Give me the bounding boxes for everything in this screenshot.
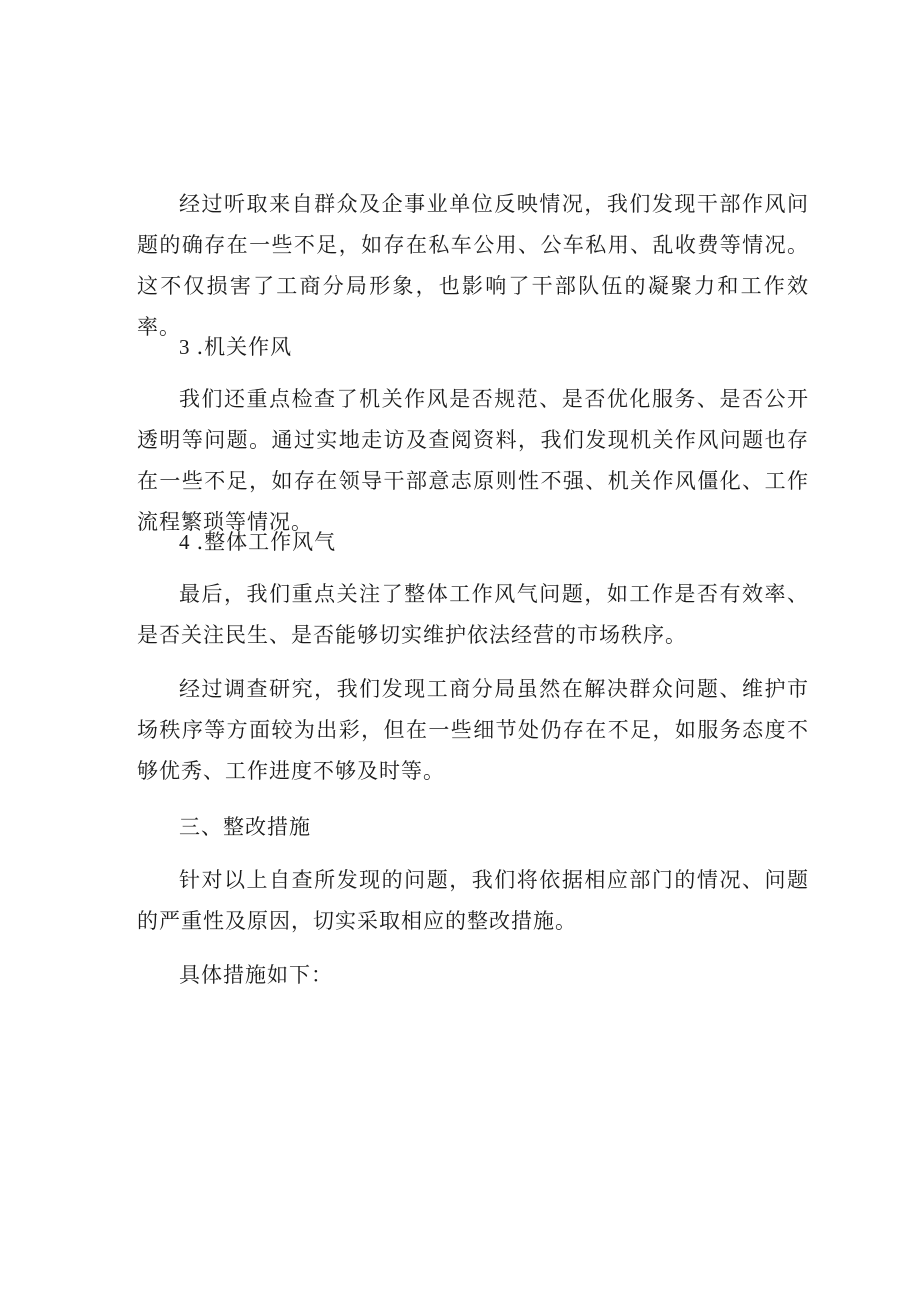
paragraph-cadre-style-issues: 经过听取来自群众及企事业单位反映情况，我们发现干部作风问题的确存在一些不足，如存在私车公用、公车私用、乱收费等情况。这不仅损害了工商分局形象，也影响了干部队伍的凝聚力和工作效率。 bbox=[137, 192, 809, 339]
paragraph-measures-list-intro: 具体措施如下： bbox=[179, 963, 333, 987]
heading-organ-style bbox=[179, 332, 292, 362]
paragraph-investigation-findings: 经过调查研究，我们发现工商分局虽然在解决群众问题、维护市场秩序等方面较为出彩，但在一些细节处仍存在不足，如服务态度不够优秀、工作进度不够及时等。 bbox=[137, 677, 809, 783]
heading-number: 4 bbox=[179, 530, 191, 554]
heading-rectification-measures: 三、整改措施 bbox=[179, 815, 311, 839]
heading-text: .整体工作风气 bbox=[196, 530, 337, 554]
paragraph-rectification-intro: 针对以上自查所发现的问题，我们将依据相应部门的情况、问题的严重性及原因，切实采取相应的整改措施。 bbox=[137, 868, 809, 933]
paragraph-work-atmosphere-focus: 最后，我们重点关注了整体工作风气问题，如工作是否有效率、是否关注民生、是否能够切实维护依法经营的市场秩序。 bbox=[137, 582, 809, 647]
paragraph-organ-style-issues: 我们还重点检查了机关作风是否规范、是否优化服务、是否公开透明等问题。通过实地走访及查阅资料，我们发现机关作风问题也存在一些不足，如存在领导干部意志原则性不强、机关作风僵化、工作流程繁琐等情况。 bbox=[137, 387, 809, 534]
heading-text: .机关作风 bbox=[196, 335, 293, 359]
heading-number: 3 bbox=[179, 335, 191, 359]
heading-overall-work-atmosphere bbox=[179, 527, 336, 557]
